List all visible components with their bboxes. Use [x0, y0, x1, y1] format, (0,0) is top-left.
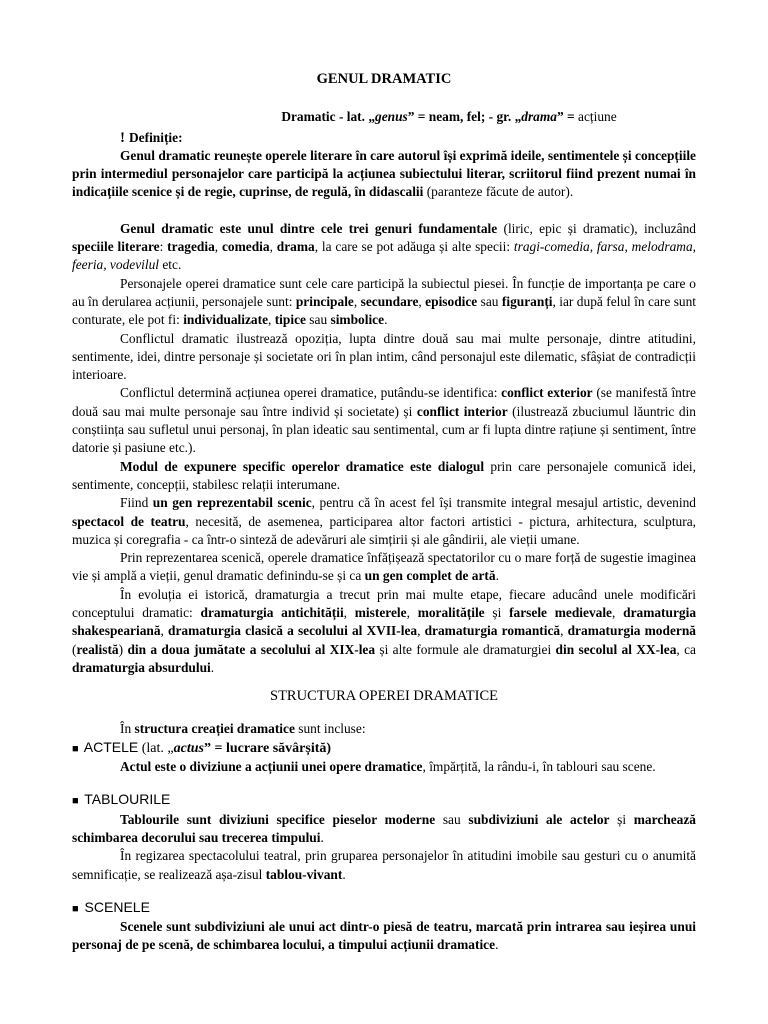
etymology-end: ” = [556, 109, 579, 125]
paragraph-evolution: În evoluția ei istorică, dramaturgia a trecut prin mai multe etape, fiecare aducând unele modificări conceptului dramatic: dramaturgia antichității, misterele, moralitățile și farsele medievale, dramaturgia shakespeariană, dramaturgia clasică a secolului al XVII-lea, dramaturgia romantică, dramaturgia modernă (realistă) din a doua jumătate a secolului al XIX-lea și alte formule ale dramaturgiei din secolul al XX-lea, ca dramaturgia absurdului. [72, 586, 697, 675]
heading-tablouri: ■ TABLOURILE [72, 791, 171, 808]
exclamation-icon: ! [120, 129, 125, 146]
heading-scene: ■ SCENELE [72, 898, 150, 915]
paragraph-conflict-types: Conflictul determină acțiunea operei dramatice, putându-se identifica: conflict exterior (se manifestă între două sau mai multe personaje sau între individ și societate) și conflict interior (ilustrează zbuciumul lăuntric din conștiința sau sufletul unui personaj, în plan ideatic sau sentimental, cum ar fi lupta dintre rațiune și sentiment, între datorie și pasiune etc.). [72, 385, 696, 456]
paragraph-representation: Prin reprezentarea scenică, operele dramatice înfățișează spectatorilor cu o mare forță de sugestie imaginea vie și amplă a vieții, genul dramatic definindu-se și ca un gen complet de artă. [72, 550, 696, 584]
square-bullet-icon: ■ [72, 902, 79, 915]
heading-acte: ■ ACTELE (lat. „actus” = lucrare săvârșită) [72, 738, 332, 756]
structure-intro: În structura creației dramatice sunt incluse: [120, 720, 366, 736]
document-page [72, 70, 696, 955]
paragraph-acte: Actul este o diviziune a acțiunii unei opere dramatice, împărțită, la rându-i, în tablouri sau scene. [120, 759, 656, 775]
paragraph-definition: Genul dramatic reunește operele literare în care autorul își exprimă ideile, sentimentele și concepțiile prin intermediul personajelor care participă la acțiunea subiectului literar, scriitorul fiind prezent numai în indicațiile scenice și de regie, cuprinse, de regulă, în didascalii (paranteze făcute de autor). [72, 147, 696, 200]
paragraph-conflict: Conflictul dramatic ilustrează opoziția, lupta dintre două sau mai multe personaje, dintre atitudini, sentimente, idei, dintre personaje și societate ori în plan intim, când personajul este dilematic, sfâșiat de contradicții interioare. [72, 330, 696, 383]
paragraph-tablouri: Tablourile sunt diviziuni specifice pieselor moderne sau subdiviziuni ale actelor și marchează schimbarea decorului sau trecerea timpului. [72, 811, 696, 845]
paragraph-genres: Genul dramatic este unul dintre cele trei genuri fundamentale (liric, epic și dramatic), incluzând speciile literare: tragedia, comedia, drama, la care se pot adăuga și alte specii: tragi-comedia, farsa, melodrama, feeria, vodevilul etc. [72, 220, 696, 273]
etymology-lead: Dramatic - lat. „ [281, 109, 376, 125]
etymology-line [72, 108, 696, 126]
paragraph-stage: Fiind un gen reprezentabil scenic, pentru că în acest fel își transmite integral mesajul artistic, devenind spectacol de teatru, necesită, de asemenea, participarea altor factori artistici - pictura, arhitectura, sculptura, muzica și coregrafia - ca într-o sinteză de adevăruri ale simțirii și ale gândirii, ale vieții umane. [72, 495, 697, 547]
etymology-drama: drama [521, 109, 557, 125]
square-bullet-icon: ■ [72, 742, 79, 755]
square-bullet-icon: ■ [72, 795, 79, 808]
paragraph-scene: Scenele sunt subdiviziuni ale unui act dintr-o piesă de teatru, marcată prin intrarea sau ieșirea unui personaj de pe scenă, de schimbarea locului, a timpului acțiunii dramatice. [72, 919, 696, 953]
paragraph-dialogue: Modul de expunere specific operelor dramatice este dialogul prin care personajele comunică idei, sentimente, concepții, stabilesc relații interumane. [72, 458, 696, 492]
paragraph-characters: Personajele operei dramatice sunt cele care participă la subiectul piesei. În funcție de importanța pe care o au în derularea acțiunii, personajele sunt: principale, secundare, episodice sau figuranți, iar după felul în care sunt conturate, ele pot fi: individualizate, tipice sau simbolice. [72, 275, 697, 328]
definition-label: Definiție: [129, 129, 183, 145]
etymology-mid: ” = neam, fel; - gr. „ [407, 109, 522, 125]
page-title: GENUL DRAMATIC [316, 71, 452, 87]
section-title-structure: STRUCTURA OPEREI DRAMATICE [270, 688, 498, 705]
etymology-genus: genus [375, 109, 408, 125]
definition-heading [120, 129, 696, 147]
paragraph-tablou-vivant: În regizarea spectacolului teatral, prin gruparea personajelor în atitudini imobile sau gesturi cu o anumită semnificație, se realizează așa-zisul tablou-vivant. [72, 848, 696, 882]
etymology-actiune: acțiune [578, 109, 617, 125]
